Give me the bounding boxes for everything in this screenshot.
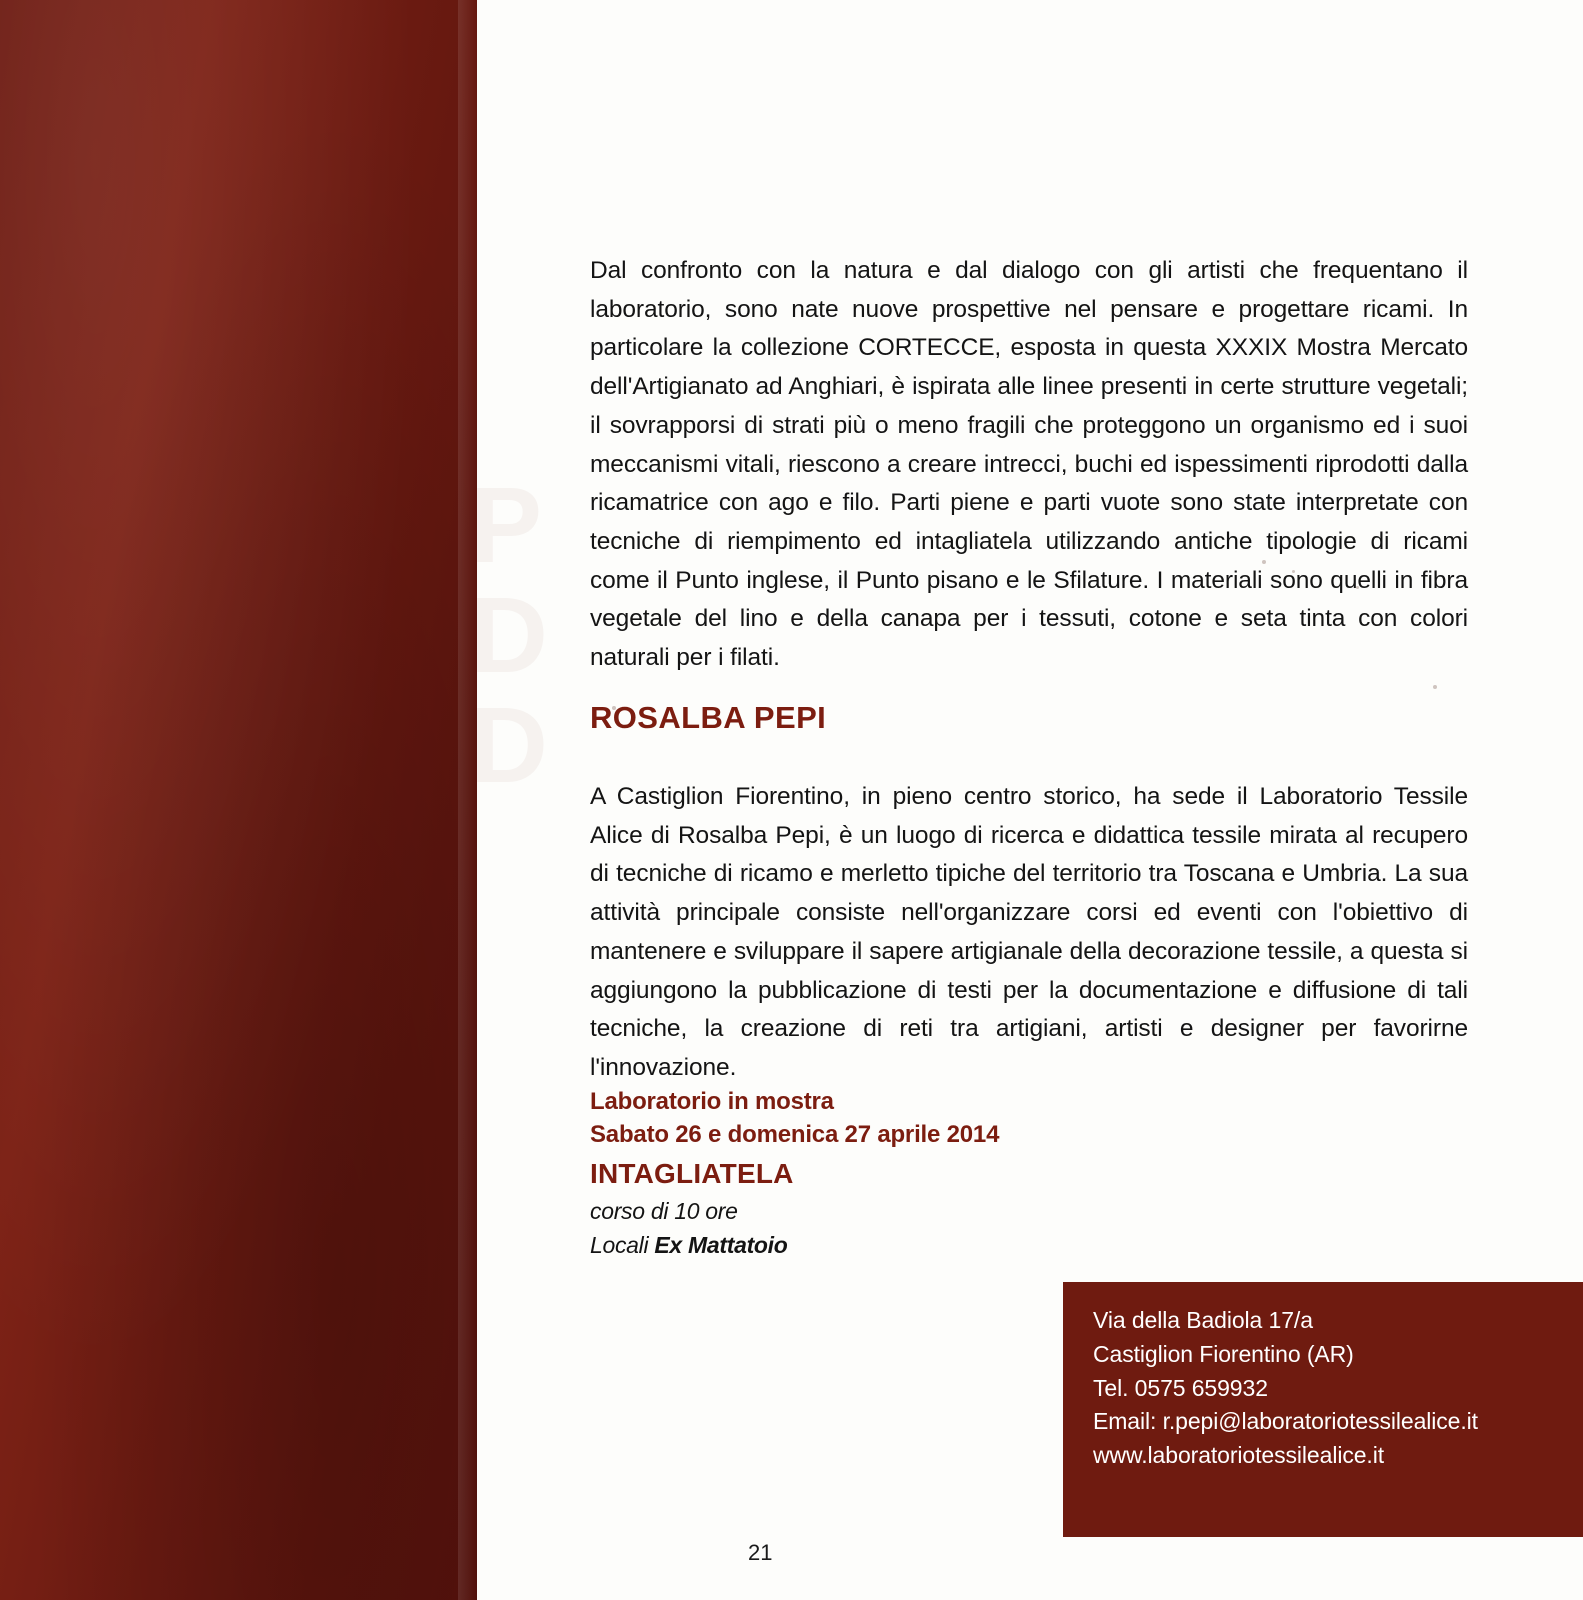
left-color-band [0,0,477,1600]
scan-speck [1433,685,1437,689]
address-email[interactable]: Email: r.pepi@laboratoriotessilealice.it [1093,1408,1478,1435]
page-number: 21 [748,1540,773,1565]
address-website[interactable]: www.laboratoriotessilealice.it [1093,1442,1385,1469]
address-phone: Tel. 0575 659932 [1093,1374,1268,1401]
contact-address-card [1063,1282,1583,1537]
exhibit-dates: Sabato 26 e domenica 27 aprile 2014 [590,1121,1000,1149]
venue-label: Locali [590,1232,655,1259]
exhibit-title: INTAGLIATELA [590,1158,794,1190]
course-duration: corso di 10 ore [590,1198,738,1225]
address-city: Castiglion Fiorentino (AR) [1093,1340,1354,1367]
ghost-bleed-text: P D D [470,464,550,806]
venue-line [590,1229,1468,1261]
section-heading-artisan-name: ROSALBA PEPI [590,700,827,735]
intro-paragraph: Dal confronto con la natura e dal dialogo con gli artisti che frequentano il laboratorio, sono nate nuove prospettive nel pensare e progettare ricami. In particolare la collezione CORTECCE, esposta in questa XXXIX Mostra Mercato dell'Artigianato ad Anghiari, è ispirata alle linee presenti in certe strutture vegetali; il sovrapporsi di strati più o meno fragili che proteggono un organismo ed i suoi meccanismi vitali, riescono a creare intrecci, buchi ed ispessimenti riprodotti dalla ricamatrice con ago e filo. Parti piene e parti vuote sono state interpretate con tecniche di riempimento ed intagliatela utilizzando antiche tipologie di ricami come il Punto inglese, il Punto pisano e le Sfilature. I materiali sono quelli in fibra vegetale del lino e della canapa per i tessuti, cotone e seta tinta con colori naturali per i filati. [590,257,1468,672]
exhibit-label: Laboratorio in mostra [590,1088,834,1115]
venue-name: Ex Mattatoio [654,1232,788,1259]
address-street: Via della Badiola 17/a [1093,1307,1313,1333]
biography-paragraph: A Castiglion Fiorentino, in pieno centro storico, ha sede il Laboratorio Tessile Alice di Rosalba Pepi, è un luogo di ricerca e didattica tessile mirata al recupero di tecniche di ricamo e merletto tipiche del territorio tra Toscana e Umbria. La sua attività principale consiste nell'organizzare corsi ed eventi con l'obiettivo di mantenere e sviluppare il sapere artigianale della decorazione tessile, a questa si aggiungono la pubblicazione di testi per la documentazione e diffusione di tali tecniche, la creazione di reti tra artigiani, artisti e designer per favorirne l'innovazione. [590,783,1468,1081]
exhibit-info-block [590,1085,1468,1261]
